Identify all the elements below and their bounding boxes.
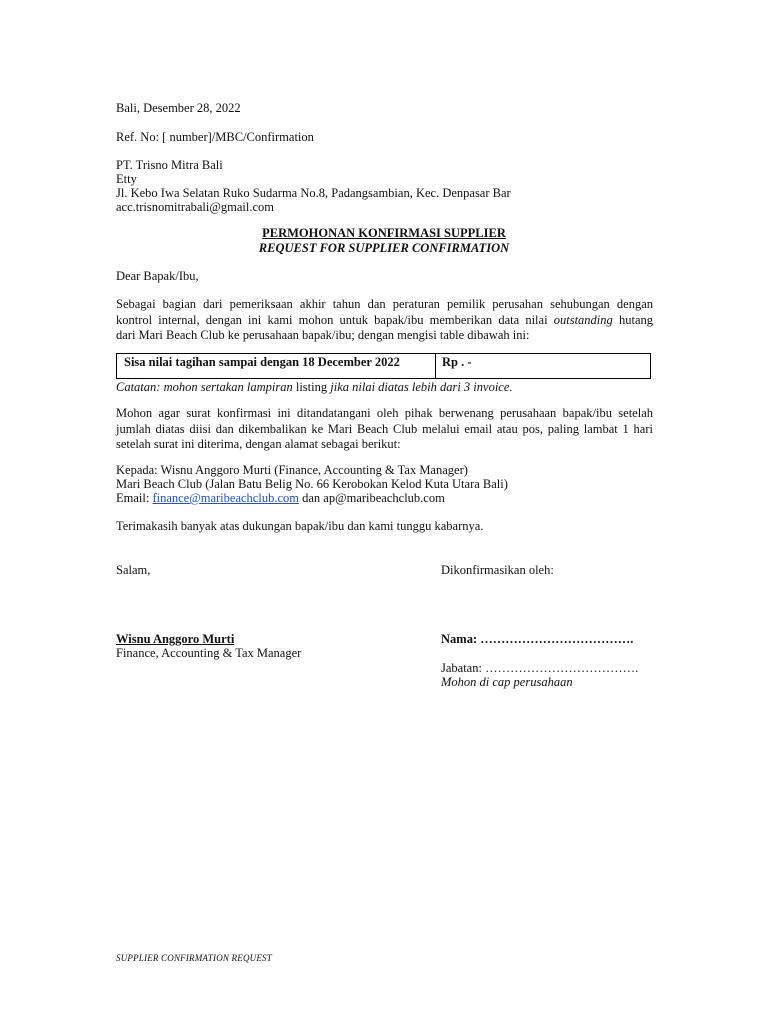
paragraph-instructions <box>116 406 653 453</box>
email-label: Email: <box>116 491 150 505</box>
note-text: Catatan: mohon sertakan lampiran <box>116 380 293 394</box>
paragraph-line: Mohon agar surat konfirmasi ini ditandatangani oleh pihak berwenang perusahaan bapak/ibu setelah <box>116 406 653 420</box>
contact-email-line <box>116 491 445 506</box>
confirmed-by-label: Dikonfirmasikan oleh: <box>441 563 554 577</box>
paragraph-line: jumlah diatas diisi dan dikembalikan ke Mari Beach Club melalui email atau pos, paling lambat 1 hari <box>116 421 653 436</box>
closing-text: Salam, <box>116 563 151 577</box>
finance-email-link[interactable]: finance@maribeachclub.com <box>152 491 299 505</box>
recipient-email: acc.trisnomitrabali@gmail.com <box>116 200 274 214</box>
note-text-normal: listing <box>295 380 328 394</box>
salutation: Dear Bapak/Ibu, <box>116 269 199 283</box>
title-english: REQUEST FOR SUPPLIER CONFIRMATION <box>258 241 510 255</box>
reference-number: Ref. No: [ number]/MBC/Confirmation <box>116 130 314 144</box>
attachment-note <box>116 380 513 395</box>
contact-address: Mari Beach Club (Jalan Batu Belig No. 66 Kerobokan Kelod Kuta Utara Bali) <box>116 477 508 491</box>
paragraph-request <box>116 297 653 344</box>
contact-kepada: Kepada: Wisnu Anggoro Murti (Finance, Accounting & Tax Manager) <box>116 463 468 477</box>
text-segment-italic: outstanding <box>553 312 613 327</box>
text-segment: hutang <box>618 312 653 327</box>
thanks-text: Terimakasih banyak atas dukungan bapak/ibu dan kami tunggu kabarnya. <box>116 519 484 533</box>
letter-date: Bali, Desember 28, 2022 <box>116 101 241 115</box>
paragraph-line: dari Mari Beach Club ke perusahaan bapak/ibu; dengan mengisi table dibawah ini: <box>116 328 530 342</box>
email-separator: dan <box>302 491 321 505</box>
paragraph-line: Sebagai bagian dari pemeriksaan akhir tahun dan peraturan pemilik perusahan sehubungan dengan <box>116 297 653 311</box>
table-label-cell: Sisa nilai tagihan sampai dengan 18 December 2022 <box>117 354 436 378</box>
recipient-company: PT. Trisno Mitra Bali <box>116 158 223 172</box>
text-segment: kontrol internal, dengan ini kami mohon untuk bapak/ibu memberikan data nilai <box>116 312 548 327</box>
nama-field[interactable]: Nama: ………………………………. <box>441 632 634 646</box>
jabatan-field[interactable]: Jabatan: ………………………………. <box>441 661 639 675</box>
stamp-note: Mohon di cap perusahaan <box>441 675 573 689</box>
table-value-cell[interactable]: Rp . - <box>442 355 472 369</box>
recipient-address: Jl. Kebo Iwa Selatan Ruko Sudarma No.8, Padangsambian, Kec. Denpasar Bar <box>116 186 511 200</box>
outstanding-balance-table <box>116 353 651 379</box>
paragraph-line <box>116 313 653 329</box>
signatory-name: Wisnu Anggoro Murti <box>116 632 235 646</box>
note-text: jika nilai diatas lebih dari 3 invoice. <box>330 380 513 394</box>
signatory-title: Finance, Accounting & Tax Manager <box>116 646 302 660</box>
ap-email: ap@maribeachclub.com <box>323 491 445 505</box>
paragraph-line: setelah surat ini diterima, dengan alamat sebagai berikut: <box>116 437 401 451</box>
page-footer: SUPPLIER CONFIRMATION REQUEST <box>116 953 272 963</box>
title-indonesian: PERMOHONAN KONFIRMASI SUPPLIER <box>262 226 506 240</box>
recipient-name: Etty <box>116 172 137 186</box>
